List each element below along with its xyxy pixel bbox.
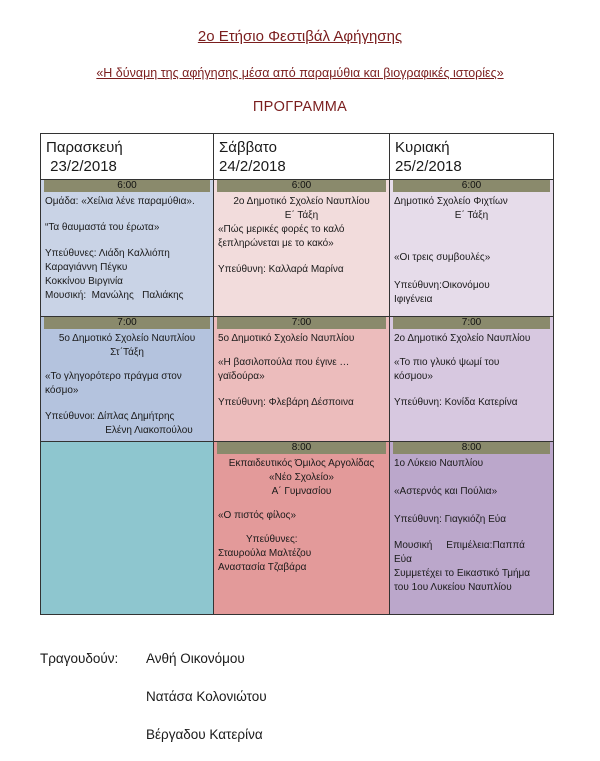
time-bar: 8:00 (393, 442, 550, 454)
festival-subtitle: «Η δύναμη της αφήγησης μέσα από παραμύθια και βιογραφικές ιστορίες» (96, 66, 504, 80)
day-date: 24/2/2018 (219, 158, 286, 175)
responsible: Αναστασία Τζαβάρα (218, 562, 307, 573)
responsible: Σταυρούλα Μαλτέζου (218, 548, 312, 559)
day-date: 25/2/2018 (395, 158, 462, 175)
story-title: «Ο πιστός φίλος» (218, 510, 297, 521)
music: Μουσική: Μανώλης Παλιάκης (45, 290, 184, 301)
singers-label: Τραγουδούν: (40, 651, 119, 666)
day-name: Κυριακή (395, 139, 450, 156)
story-title: ξεπληρώνεται με το κακό» (218, 238, 334, 249)
day-name: Παρασκευή (46, 139, 123, 156)
grid-line (389, 134, 390, 614)
story-title: «Οι τρεις συμβουλές» (394, 252, 491, 263)
story-title: «Το γληγορότερο πράγμα στον (45, 371, 182, 382)
time-bar: 7:00 (217, 317, 386, 329)
program-heading: ΠΡΟΓΡΑΜΜΑ (252, 99, 348, 115)
grid-line (41, 179, 553, 180)
grid-line (41, 316, 553, 317)
responsible: Ιφιγένεια (394, 294, 433, 305)
responsible: Υπεύθυνη: Κονίδα Κατερίνα (394, 397, 518, 408)
slot-saturday-7 (214, 317, 389, 441)
music: Εύα (394, 554, 412, 565)
group-name: «Νέο Σχολείο» (269, 472, 334, 483)
schedule-table (40, 133, 554, 615)
responsible: Υπεύθυνες: Λιάδη Καλλιόπη (45, 248, 170, 259)
responsible: Κοκκίνου Βιργινία (45, 276, 123, 287)
responsible: Υπεύθυνη:Οικονόμου (394, 280, 490, 291)
day-header-sunday (390, 134, 553, 180)
slot-sunday-6 (390, 180, 553, 316)
time-bar: 6:00 (44, 180, 210, 192)
slot-friday-empty (41, 442, 213, 614)
singer-name: Νατάσα Κολονιώτου (146, 689, 267, 704)
group-name: Ομάδα: «Χείλια λένε παραμύθια». (45, 196, 195, 207)
story-title: γαϊδούρα» (218, 371, 265, 382)
time-bar: 7:00 (44, 317, 210, 329)
singer-name: Ανθή Οικονόμου (146, 651, 245, 666)
day-header-saturday (214, 134, 389, 180)
school-name: 5ο Δημοτικό Σχολείο Ναυπλίου (218, 333, 355, 344)
class-level: Α΄ Γυμνασίου (271, 486, 332, 497)
school-name: Εκπαιδευτικός Όμιλος Αργολίδας (228, 458, 375, 469)
responsible: Υπεύθυνοι: Δίπλας Δημήτρης (45, 411, 175, 422)
grid-line (41, 441, 553, 442)
school-name: 2ο Δημοτικό Σχολείο Ναυπλίου (233, 196, 370, 207)
class-level: Ε΄ Τάξη (454, 210, 489, 221)
slot-sunday-8 (390, 442, 553, 614)
responsible: Ελένη Λιακοπούλου (105, 425, 193, 436)
responsible: Καραγιάννη Πέγκυ (45, 262, 128, 273)
grid-line (213, 134, 214, 614)
singer-name: Βέργαδου Κατερίνα (146, 727, 263, 742)
slot-friday-7 (41, 317, 213, 441)
time-bar: 7:00 (393, 317, 550, 329)
school-name: 1ο Λύκειο Ναυπλίου (394, 458, 484, 469)
festival-title: 2ο Ετήσιο Φεστιβάλ Αφήγησης (197, 28, 403, 45)
school-name: 2ο Δημοτικό Σχολείο Ναυπλίου (394, 333, 531, 344)
responsible: Υπεύθυνη: Καλλαρά Μαρίνα (218, 264, 344, 275)
story-title: κόσμου» (394, 371, 433, 382)
story-title: «Πώς μερικές φορές το καλό (218, 224, 345, 235)
day-name: Σάββατο (219, 139, 277, 156)
story-title: “Τα θαυμαστά του έρωτα» (45, 222, 160, 233)
story-title: «Αστερνός και Πούλια» (394, 486, 498, 497)
day-date: 23/2/2018 (46, 158, 117, 175)
class-level: Στ΄Τάξη (110, 347, 144, 358)
slot-saturday-8 (214, 442, 389, 614)
responsible: Υπεύθυνη: Φλεβάρη Δέσποινα (218, 397, 354, 408)
story-title: «Το πιο γλυκό ψωμί του (394, 357, 500, 368)
time-bar: 6:00 (217, 180, 386, 192)
class-level: Ε΄ Τάξη (284, 210, 319, 221)
time-bar: 6:00 (393, 180, 550, 192)
story-title: «Η βασιλοπούλα που έγινε … (218, 357, 350, 368)
story-title: κόσμο» (45, 385, 79, 396)
responsible: Υπεύθυνη: Γιαγκιόζη Εύα (394, 514, 506, 525)
responsible: Υπεύθυνες: (246, 534, 298, 545)
slot-sunday-7 (390, 317, 553, 441)
school-name: 5ο Δημοτικό Σχολείο Ναυπλίου (58, 333, 196, 344)
music: Μουσική Επιμέλεια:Παππά (394, 540, 525, 551)
time-bar: 8:00 (217, 442, 386, 454)
slot-saturday-6 (214, 180, 389, 316)
school-name: Δημοτικό Σχολείο Φιχτίων (394, 196, 508, 207)
slot-friday-6 (41, 180, 213, 316)
day-header-friday (41, 134, 213, 180)
note: του 1ου Λυκείου Ναυπλίου (394, 582, 512, 593)
note: Συμμετέχει το Εικαστικό Τμήμα (394, 568, 531, 579)
